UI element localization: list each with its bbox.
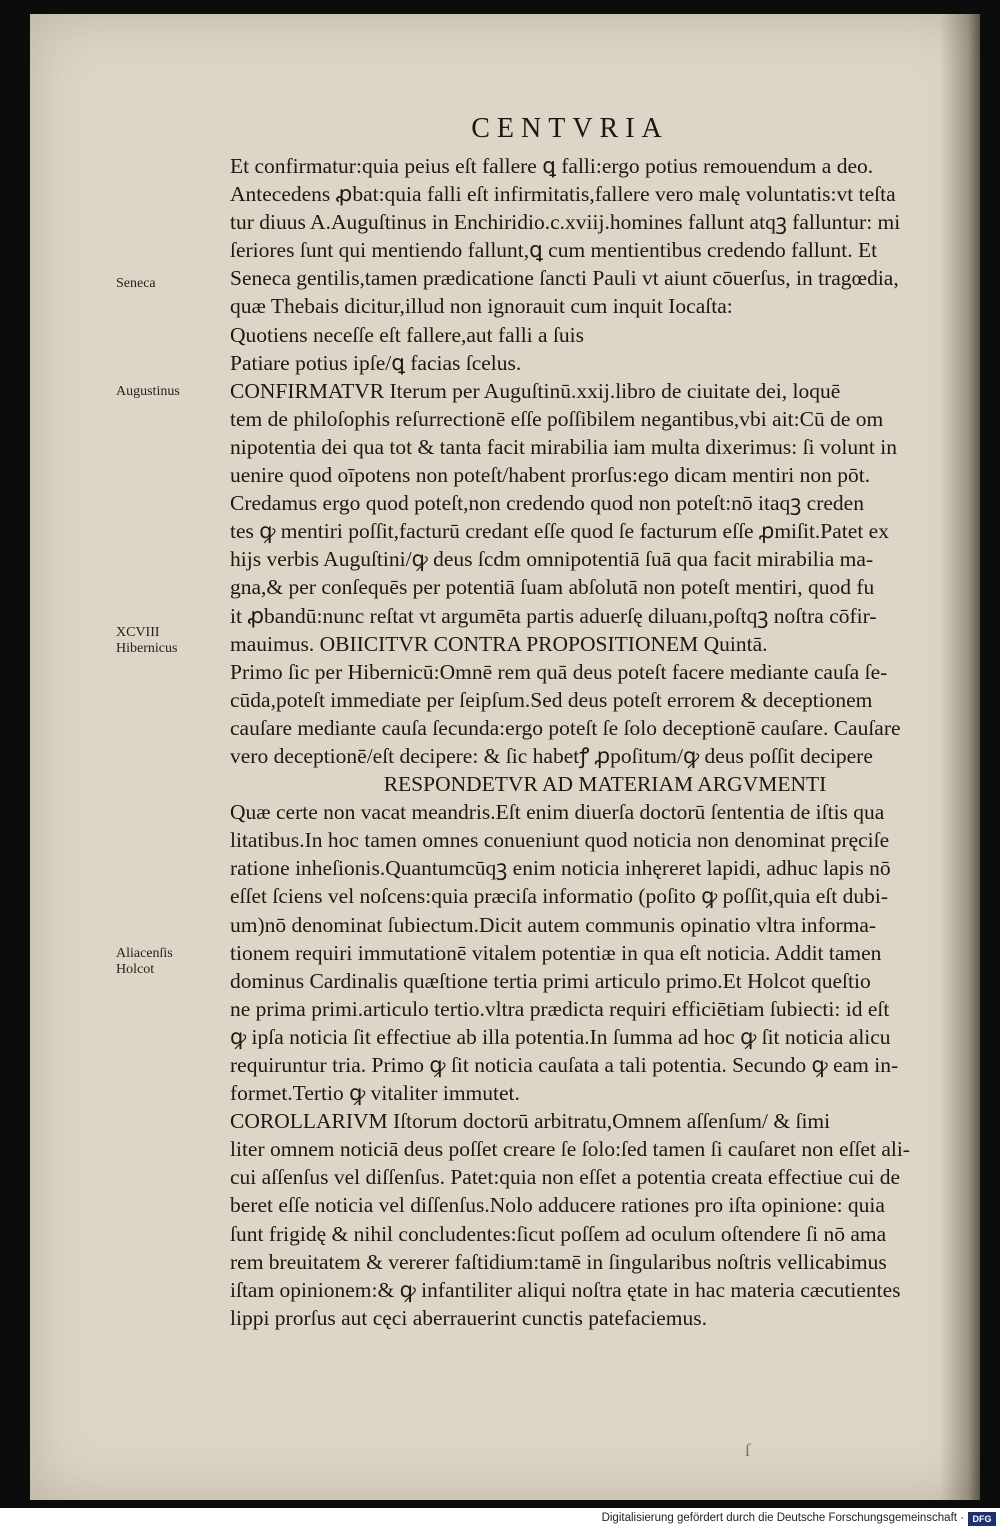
text-line: Quæ certe non vacat meandris.Eſt enim diuerſa doctorū ſententia de iſtis qua bbox=[230, 800, 885, 825]
margin-note-aliacensis: Aliacenſis bbox=[116, 946, 173, 961]
text-line: rem breuitatem & vererer faſtidium:tamē in ſingularibus noſtris vellicabimus bbox=[230, 1249, 887, 1274]
text-line: quæ Thebais dicitur,illud non ignorauit cum inquit Iocaſta: bbox=[230, 294, 733, 319]
text-line: Primo ſic per Hibernicū:Omnē rem quā deus poteſt facere mediante cauſa ſe- bbox=[230, 659, 888, 684]
margin-note-holcot: Holcot bbox=[116, 962, 155, 977]
text-line: liter omnem noticiā deus poſſet creare ſe ſolo:ſed tamen ſi cauſaret non eſſet ali- bbox=[230, 1137, 910, 1162]
catchword: ſ bbox=[745, 1440, 751, 1460]
text-line: Seneca gentilis,tamen prædicatione ſancti Pauli vt aiunt cōuerſus, in tragœdia, bbox=[230, 266, 899, 291]
digitization-footer bbox=[0, 1508, 1000, 1531]
text-line: Antecedens ꝓbat:quia falli eſt infirmitatis,fallere vero malę voluntatis:vt teſta bbox=[230, 182, 896, 207]
text-line: CONFIRMATVR Iterum per Auguſtinū.xxij.libro de ciuitate dei, loquē bbox=[230, 378, 841, 403]
text-line: litatibus.In hoc tamen omnes conueniunt quod noticia non denominat pręciſe bbox=[230, 828, 890, 853]
text-line: Credamus ergo quod poteſt,non credendo quod non poteſt:nō itaqꝫ creden bbox=[230, 491, 864, 516]
text-line: iſtam opinionem:& ꝙ infantiliter aliqui noſtra ętate in hac materia cæcutientes bbox=[230, 1277, 901, 1302]
text-line: ꝙ ipſa noticia ſit effectiue ab illa potentia.In ſumma ad hoc ꝙ ſit noticia alicu bbox=[230, 1024, 891, 1049]
footer-credit: Digitalisierung gefördert durch die Deutsche Forschungsgemeinschaft · bbox=[601, 1512, 964, 1524]
text-line: tes ꝙ mentiri poſſit,facturū credant eſſe quod ſe facturum eſſe ꝓmiſit.Patet ex bbox=[230, 519, 889, 544]
text-line: lippi prorſus aut cęci aberrauerint cunctis patefaciemus. bbox=[230, 1305, 707, 1330]
text-line: eſſet ſciens vel noſcens:quia præciſa informatio (poſito ꝙ poſſit,quia eſt dubi- bbox=[230, 884, 889, 909]
text-line: dominus Cardinalis quæſtione tertia primi articulo primo.Et Holcot queſtio bbox=[230, 968, 871, 993]
page-heading: CENTVRIA bbox=[471, 113, 669, 144]
text-line: cui aſſenſus vel diſſenſus. Patet:quia non eſſet a potentia creata effectiue cui de bbox=[230, 1165, 901, 1190]
text-line: COROLLARIVM Iſtorum doctorū arbitratu,Omnem aſſenſum/ & ſimi bbox=[230, 1109, 831, 1134]
margin-note-seneca: Seneca bbox=[116, 276, 156, 291]
text-line: vero deceptionē/eſt decipere: & ſic habetꝭ ꝓpoſitum/ꝙ deus poſſit decipere bbox=[230, 743, 873, 768]
margin-note-augustinus: Augustinus bbox=[116, 384, 180, 399]
text-line: tur diuus A.Auguſtinus in Enchiridio.c.xviij.homines fallunt atqꝫ falluntur: mi bbox=[230, 210, 901, 235]
text-line: Et confirmatur:quia peius eſt fallere ꝗ falli:ergo potius remouendum a deo. bbox=[230, 154, 874, 178]
section-heading: RESPONDETVR AD MATERIAM ARGVMENTI bbox=[383, 772, 827, 797]
text-line: cūda,poteſt immediate per ſeipſum.Sed deus poteſt errorem & deceptionem bbox=[230, 687, 873, 712]
text-line: Quotiens neceſſe eſt fallere,aut falli a ſuis bbox=[230, 322, 585, 347]
dfg-logo: DFG bbox=[968, 1512, 996, 1526]
text-line: tem de philoſophis reſurrectionē eſſe poſſibilem negantibus,vbi ait:Cū de om bbox=[230, 406, 884, 431]
text-line: mauimus. OBIICITVR CONTRA PROPOSITIONEM Quintā. bbox=[230, 631, 768, 656]
text-line: uenire quod oīpotens non poteſt/habent prorſus:ego dicam mentiri non pōt. bbox=[230, 463, 871, 488]
text-line: tionem requiri immutationē vitalem potentiæ in qua eſt noticia. Addit tamen bbox=[230, 940, 882, 965]
margin-note-hibernicus: Hibernicus bbox=[116, 641, 178, 656]
text-line: gna,& per conſequēs per potentiā ſuam abſolutā non poteſt mentiri, quod fu bbox=[230, 575, 875, 600]
text-line: beret eſſe noticia vel diſſenſus.Nolo adducere rationes pro iſta opinione: quia bbox=[230, 1193, 885, 1218]
text-line: Patiare potius ipſe/ꝗ facias ſcelus. bbox=[230, 350, 522, 375]
text-line: it ꝓbandū:nunc reſtat vt argumēta partis aduerſę diluanı,poſtqꝫ noſtra cōfir- bbox=[230, 603, 877, 628]
text-line: requiruntur tria. Primo ꝙ ſit noticia cauſata a tali potentia. Secundo ꝙ eam in- bbox=[230, 1053, 899, 1077]
text-line: um)nō denominat ſubiectum.Dicit autem communis opinatio vltra informa- bbox=[230, 912, 877, 937]
text-line: ne prima primi.articulo tertio.vltra prædicta requiri efficiētiam ſubiecti: id eſt bbox=[230, 996, 890, 1021]
text-line: ratione inheſionis.Quantumcūqꝫ enim noticia inhęreret lapidi, adhuc lapis nō bbox=[230, 856, 891, 881]
margin-note-xcviii: XCVIII bbox=[116, 625, 160, 640]
text-line: nipotentia dei qua tot & tanta facit mirabilia iam multa dixerimus: ſi volunt in bbox=[230, 434, 897, 459]
body-text bbox=[230, 152, 960, 1332]
text-line: hijs verbis Auguſtini/ꝙ deus ſcdm omnipotentiā ſuā qua facit mirabilia ma- bbox=[230, 547, 874, 572]
text-line: ſunt frigidę & nihil concludentes:ſicut poſſem ad oculum oſtendere ſi nō ama bbox=[230, 1221, 887, 1246]
text-line: ſeriores ſunt qui mentiendo fallunt,ꝗ cum mentientibus credendo fallunt. Et bbox=[230, 238, 878, 263]
text-line: formet.Tertio ꝙ vitaliter immutet. bbox=[230, 1081, 520, 1106]
text-line: cauſare mediante cauſa ſecunda:ergo poteſt ſe ſolo deceptionē cauſare. Cauſare bbox=[230, 715, 901, 740]
